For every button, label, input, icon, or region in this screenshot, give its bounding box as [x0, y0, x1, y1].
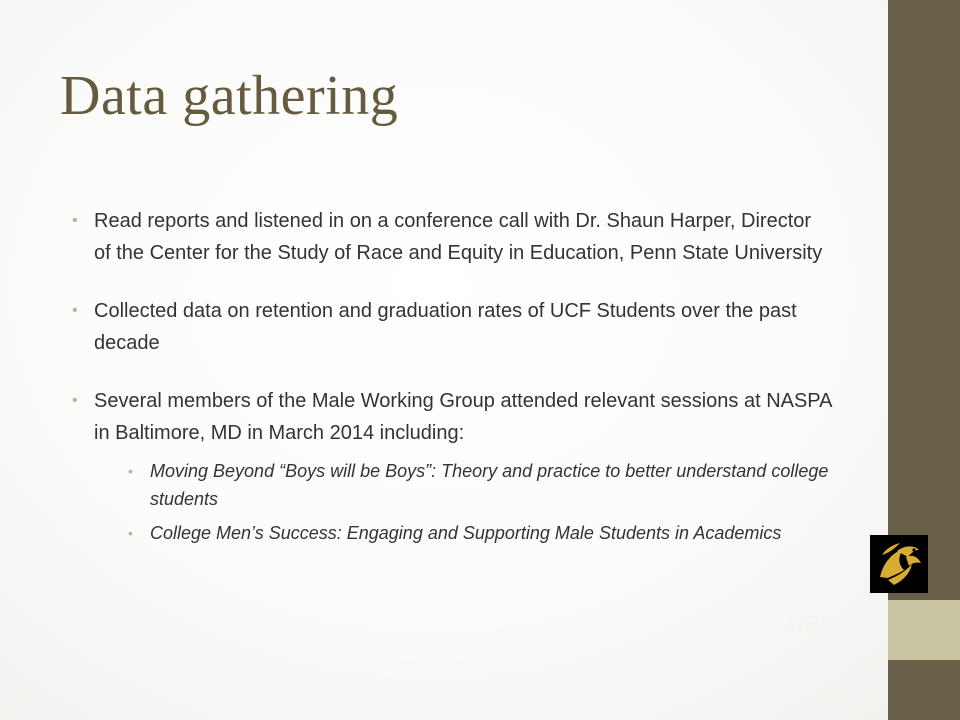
sub-bullet-text: College Men’s Success: Engaging and Supporting Male Students in Academics: [150, 523, 782, 543]
sidebar-accent-light: [888, 600, 960, 660]
bullet-text: Collected data on retention and graduation rates of UCF Students over the past decade: [94, 300, 797, 354]
bullet-item-3: [72, 385, 832, 547]
sub-bullet-list: [94, 457, 832, 547]
bullet-item-2: [72, 295, 832, 359]
sub-bullet-item-2: [128, 519, 832, 547]
slide-title: Data gathering: [60, 65, 399, 127]
sidebar-accent-dark: [888, 660, 960, 720]
sub-bullet-item-1: [128, 457, 832, 513]
bullet-item-1: [72, 205, 832, 269]
bullet-list: [72, 205, 832, 573]
bullet-text: Several members of the Male Working Group attended relevant sessions at NASPA in Baltimore, MD in March 2014 including:: [94, 390, 832, 444]
sub-bullet-text: Moving Beyond “Boys will be Boys”: Theory and practice to better understand college students: [150, 461, 829, 509]
ucf-pegasus-logo-icon: [870, 535, 928, 593]
faint-overlay-text: Lives: [790, 618, 830, 635]
bullet-text: Read reports and listened in on a conference call with Dr. Shaun Harper, Director of the Center for the Study of Race and Equity in Education, Penn State University: [94, 210, 823, 264]
